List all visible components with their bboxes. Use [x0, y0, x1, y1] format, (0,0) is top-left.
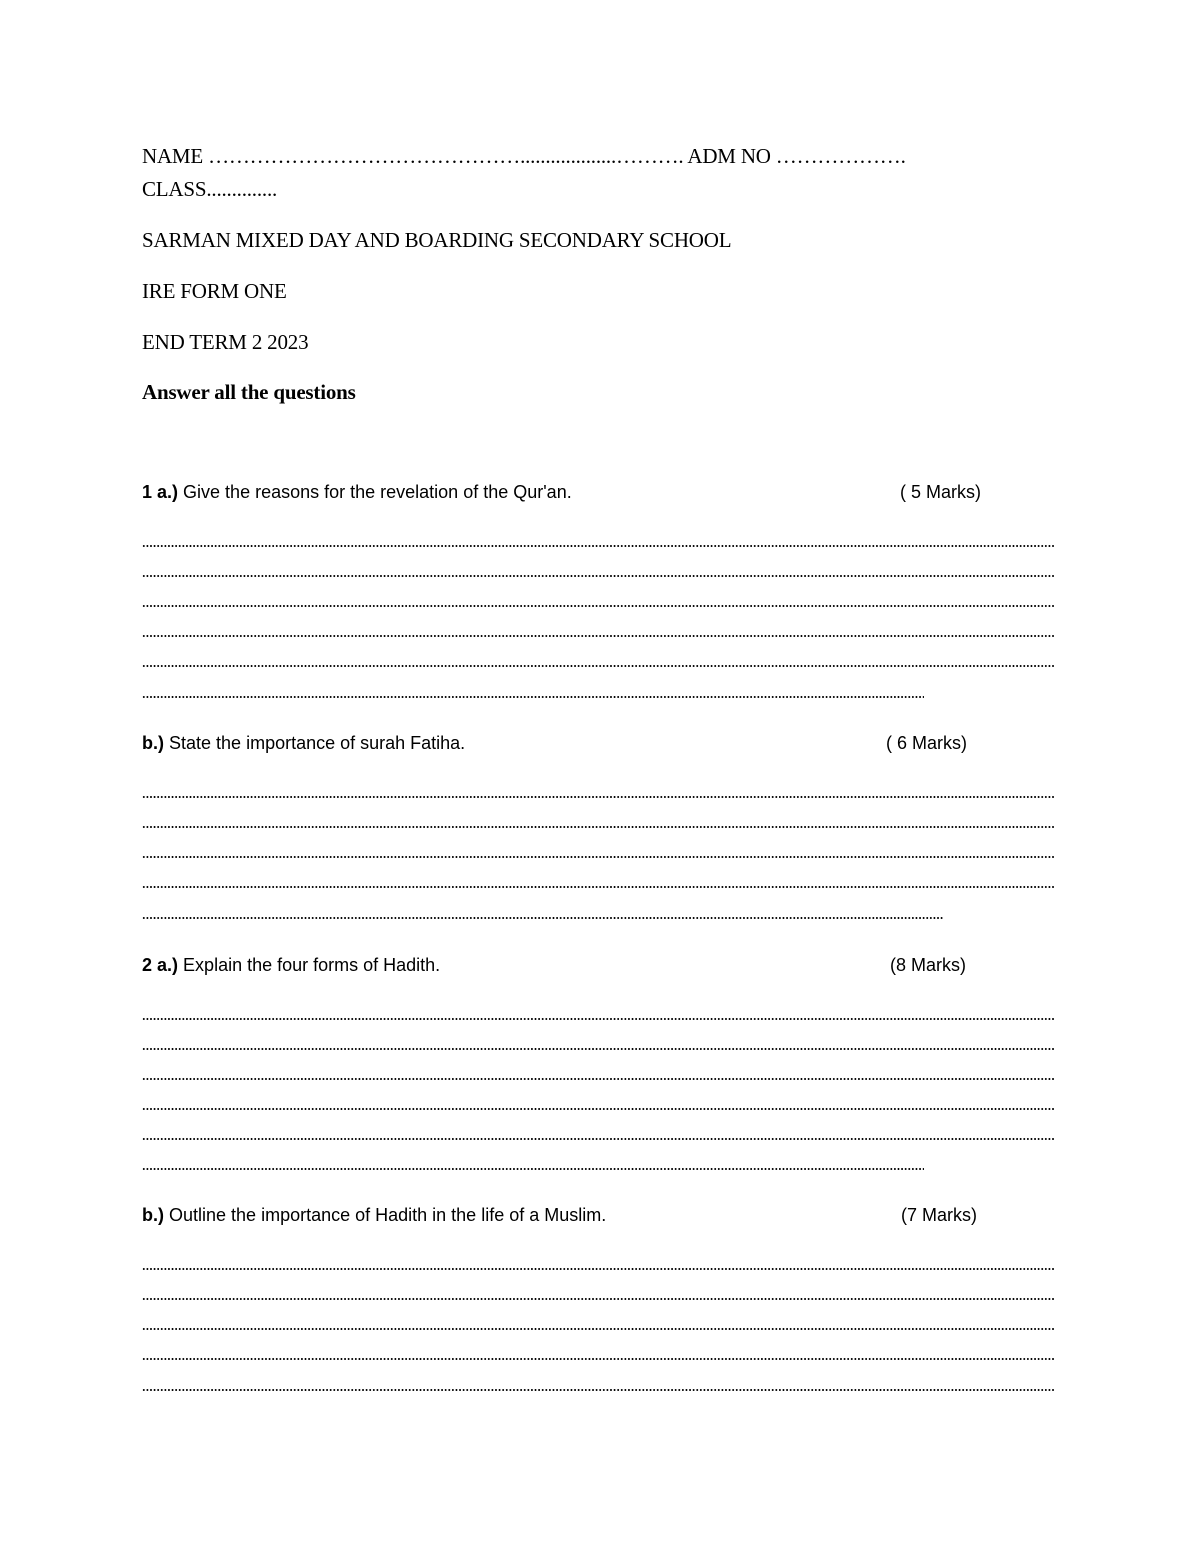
answer-line[interactable]: [142, 1298, 1054, 1300]
answer-line[interactable]: [142, 1048, 1054, 1050]
instruction: Answer all the questions: [142, 380, 356, 404]
question-marks: ( 5 Marks): [900, 482, 981, 502]
question-1a: [142, 483, 572, 501]
question-2b: [142, 1206, 606, 1224]
answer-line[interactable]: [142, 575, 1054, 577]
answer-line[interactable]: [142, 605, 1054, 607]
name-adm-line: NAME ………………………………………...................………. ADM NO ……………….: [142, 144, 906, 168]
answer-line[interactable]: [142, 696, 924, 698]
question-text: Explain the four forms of Hadith.: [183, 955, 441, 975]
answer-line[interactable]: [142, 796, 1054, 798]
answer-line[interactable]: [142, 1108, 1054, 1110]
question-marks: (7 Marks): [901, 1205, 977, 1225]
term-title: END TERM 2 2023: [142, 330, 309, 354]
question-marks: (8 Marks): [890, 955, 966, 975]
answer-line[interactable]: [142, 635, 1054, 637]
answer-line[interactable]: [142, 1168, 924, 1170]
question-number: 2 a.): [142, 955, 179, 975]
question-text: Outline the importance of Hadith in the life of a Muslim.: [169, 1205, 607, 1225]
answer-line[interactable]: [142, 1078, 1054, 1080]
answer-line[interactable]: [142, 1328, 1054, 1330]
question-number: 1 a.): [142, 482, 179, 502]
answer-line[interactable]: [142, 886, 1054, 888]
answer-line[interactable]: [142, 1389, 1054, 1391]
subject-title: IRE FORM ONE: [142, 279, 287, 303]
answer-line[interactable]: [142, 1018, 1054, 1020]
answer-line[interactable]: [142, 1268, 1054, 1270]
question-text: State the importance of surah Fatiha.: [169, 733, 466, 753]
question-text: Give the reasons for the revelation of the Qur'an.: [183, 482, 572, 502]
answer-line[interactable]: [142, 545, 1054, 547]
question-1b: [142, 734, 465, 752]
answer-line[interactable]: [142, 1358, 1054, 1360]
question-number: b.): [142, 1205, 164, 1225]
class-line: CLASS..............: [142, 177, 278, 201]
answer-line[interactable]: [142, 856, 1054, 858]
answer-line[interactable]: [142, 826, 1054, 828]
answer-line[interactable]: [142, 917, 944, 919]
question-number: b.): [142, 733, 164, 753]
answer-line[interactable]: [142, 665, 1054, 667]
answer-line[interactable]: [142, 1138, 1054, 1140]
question-marks: ( 6 Marks): [886, 733, 967, 753]
school-name: SARMAN MIXED DAY AND BOARDING SECONDARY SCHOOL: [142, 228, 732, 252]
question-2a: [142, 956, 440, 974]
